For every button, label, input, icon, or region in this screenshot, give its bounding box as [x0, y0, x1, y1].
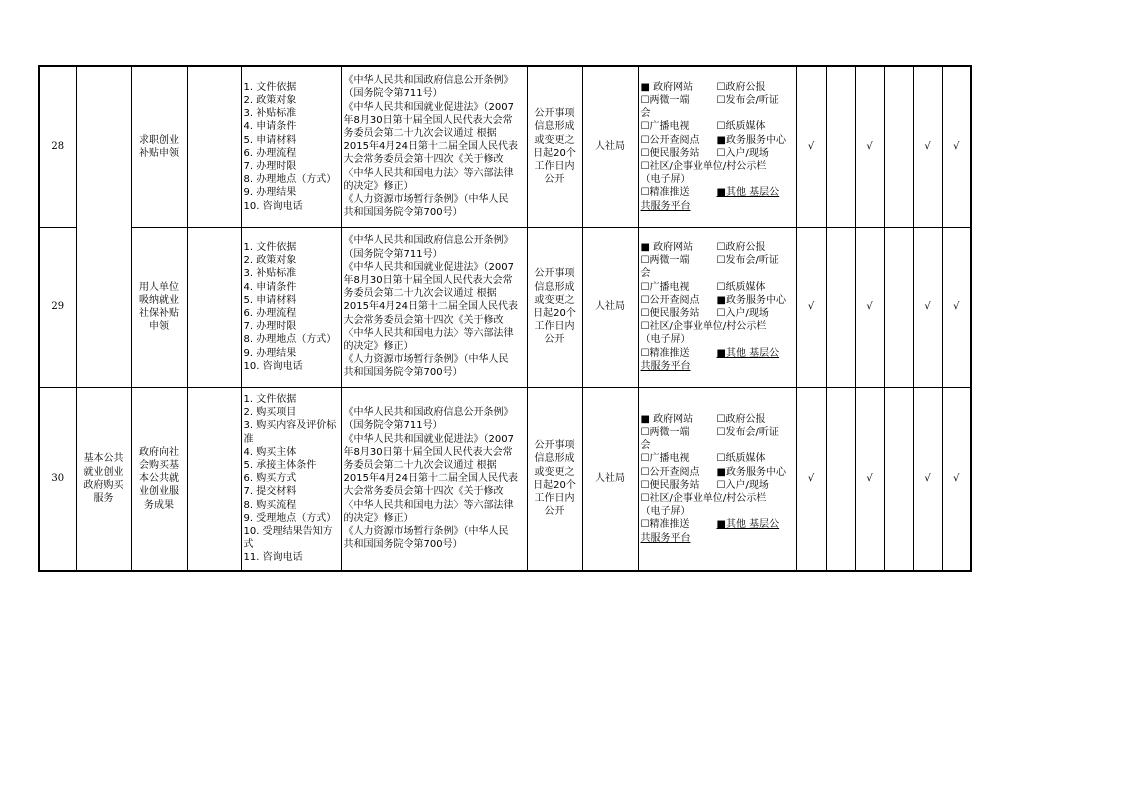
row-number: 30: [39, 387, 76, 571]
table-row: [39, 66, 971, 227]
table-row: [39, 387, 971, 571]
check-cell: [826, 387, 855, 571]
row-number: 28: [39, 66, 76, 227]
table-row: [39, 227, 971, 387]
agency: 人社局: [582, 227, 638, 387]
check-cell: √: [942, 387, 971, 571]
check-cell: √: [796, 227, 826, 387]
content-items: 1. 文件依据 2. 政策对象 3. 补贴标准 4. 申请条件 5. 申请材料 6. 办理流程 7. 办理时限 8. 办理地点（方式） 9. 办理结果 10. 咨询电话: [241, 66, 341, 227]
check-cell: √: [796, 387, 826, 571]
check-cell: [826, 66, 855, 227]
category-cell: [76, 66, 131, 387]
check-cell: √: [855, 387, 884, 571]
agency: 人社局: [582, 387, 638, 571]
row-number: 29: [39, 227, 76, 387]
agency: 人社局: [582, 66, 638, 227]
check-cell: [884, 227, 913, 387]
disclosure-time: 公开事项 信息形成 或变更之 日起20个 工作日内 公开: [527, 66, 582, 227]
check-cell: [884, 66, 913, 227]
check-cell: √: [913, 66, 942, 227]
content-items: 1. 文件依据 2. 购买项目 3. 购买内容及评价标 准 4. 购买主体 5. 承接主体条件 6. 购买方式 7. 提交材料 8. 购买流程 9. 受理地点（方式） 10. 受理结果告知方 式 11. 咨询电话: [241, 387, 341, 571]
check-cell: √: [942, 66, 971, 227]
legal-basis: 《中华人民共和国政府信息公开条例》 （国务院令第711号） 《中华人民共和国就业促进法》（2007 年8月30日第十届全国人民代表大会常 务委员会第二十九次会议通过 根据 2015年4月24日第十二届全国人民代表 大会常务委员会第十四次《关于修改 〈中华人民共和国电力法〉等六部法律 的决定》修正） 《人力资源市场暂行条例》（中华人民 共和国国务院令第700号）: [341, 66, 527, 227]
disclosure-channels: ■ 政府网站 ☐政府公报 ☐两微一端 ☐发布会/听证 会 ☐广播电视 ☐纸质媒体 ☐公开查阅点 ■政务服务中心 ☐便民服务站 ☐入户/现场 ☐社区/企事业单位/村公示栏 （电子屏） ☐精准推送 ■其他 基层公 共服务平台: [638, 387, 796, 571]
check-cell: √: [942, 227, 971, 387]
content-items: 1. 文件依据 2. 政策对象 3. 补贴标准 4. 申请条件 5. 申请材料 6. 办理流程 7. 办理时限 8. 办理地点（方式） 9. 办理结果 10. 咨询电话: [241, 227, 341, 387]
subitem-cell: 求职创业 补贴申领: [131, 66, 187, 227]
check-cell: [826, 227, 855, 387]
disclosure-channels: ■ 政府网站 ☐政府公报 ☐两微一端 ☐发布会/听证 会 ☐广播电视 ☐纸质媒体 ☐公开查阅点 ■政务服务中心 ☐便民服务站 ☐入户/现场 ☐社区/企事业单位/村公示栏 （电子屏） ☐精准推送 ■其他 基层公 共服务平台: [638, 66, 796, 227]
subitem-cell: 政府向社 会购买基 本公共就 业创业服 务成果: [131, 387, 187, 571]
check-cell: √: [796, 66, 826, 227]
disclosure-table: [38, 65, 972, 572]
subitem-cell: 用人单位 吸纳就业 社保补贴 申领: [131, 227, 187, 387]
empty-cell: [187, 66, 241, 227]
empty-cell: [187, 387, 241, 571]
check-cell: √: [855, 227, 884, 387]
check-cell: √: [913, 227, 942, 387]
check-cell: [884, 387, 913, 571]
disclosure-channels: ■ 政府网站 ☐政府公报 ☐两微一端 ☐发布会/听证 会 ☐广播电视 ☐纸质媒体 ☐公开查阅点 ■政务服务中心 ☐便民服务站 ☐入户/现场 ☐社区/企事业单位/村公示栏 （电子屏） ☐精准推送 ■其他 基层公 共服务平台: [638, 227, 796, 387]
disclosure-time: 公开事项 信息形成 或变更之 日起20个 工作日内 公开: [527, 387, 582, 571]
empty-cell: [187, 227, 241, 387]
category-cell: 基本公共 就业创业 政府购买 服务: [76, 387, 131, 571]
disclosure-time: 公开事项 信息形成 或变更之 日起20个 工作日内 公开: [527, 227, 582, 387]
legal-basis: 《中华人民共和国政府信息公开条例》 （国务院令第711号） 《中华人民共和国就业促进法》（2007 年8月30日第十届全国人民代表大会常 务委员会第二十九次会议通过 根据 2015年4月24日第十二届全国人民代表 大会常务委员会第十四次《关于修改 〈中华人民共和国电力法〉等六部法律 的决定》修正） 《人力资源市场暂行条例》（中华人民 共和国国务院令第700号）: [341, 227, 527, 387]
legal-basis: 《中华人民共和国政府信息公开条例》 （国务院令第711号） 《中华人民共和国就业促进法》（2007 年8月30日第十届全国人民代表大会常 务委员会第二十九次会议通过 根据 2015年4月24日第十二届全国人民代表 大会常务委员会第十四次《关于修改 〈中华人民共和国电力法〉等六部法律 的决定》修正） 《人力资源市场暂行条例》（中华人民 共和国国务院令第700号）: [341, 387, 527, 571]
check-cell: √: [913, 387, 942, 571]
check-cell: √: [855, 66, 884, 227]
